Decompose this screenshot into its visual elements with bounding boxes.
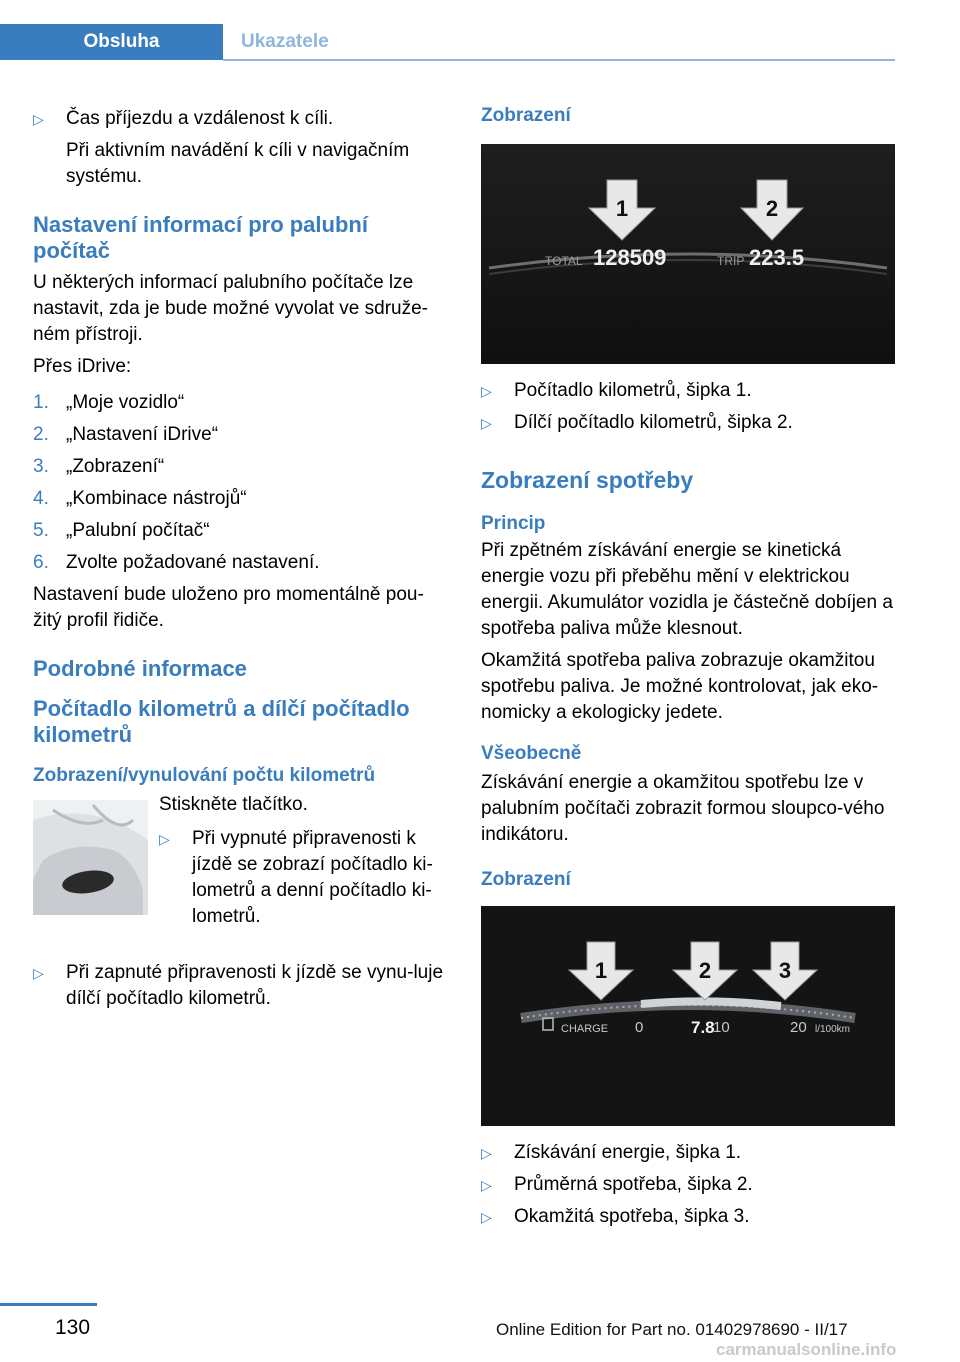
list-item bbox=[33, 422, 448, 448]
triangle-bullet-icon: ▷ bbox=[33, 965, 44, 981]
paragraph-saved: Nastavení bude uloženo pro momentálně pou-žitý profil řidiče. bbox=[33, 584, 424, 631]
triangle-bullet-icon: ▷ bbox=[481, 383, 492, 399]
step-text: „Palubní počítač“ bbox=[66, 520, 210, 541]
tab-obsluha[interactable] bbox=[0, 24, 223, 60]
bullet-text: Počítadlo kilometrů, šipka 1. bbox=[514, 380, 752, 401]
watermark: carmanualsonline.info bbox=[716, 1340, 897, 1359]
heading-display-2: Zobrazení bbox=[481, 869, 571, 890]
left-column bbox=[33, 100, 448, 1012]
triangle-bullet-icon: ▷ bbox=[481, 1177, 492, 1193]
list-item bbox=[33, 390, 448, 416]
tick-10: 10 bbox=[713, 1019, 730, 1036]
paragraph-instant: Okamžitá spotřeba paliva zobrazuje okamžitou spotřebu paliva. Je možné kontrolovat, jak eko-nomicky a ekologicky jedete. bbox=[481, 650, 879, 723]
bullet-arrival bbox=[33, 106, 448, 132]
triangle-bullet-icon: ▷ bbox=[481, 1145, 492, 1161]
bullet-text: Při zapnuté připravenosti k jízdě se vynu-luje dílčí počítadlo kilometrů. bbox=[66, 962, 444, 1009]
bullet-text: Čas příjezdu a vzdálenost k cíli. bbox=[66, 108, 334, 129]
paragraph-setting: U některých informací palubního počítače lze nastavit, zda je bude možné vyvolat ve sdruže-ném přístroji. bbox=[33, 272, 428, 345]
reset-button-image bbox=[33, 800, 148, 915]
paragraph-general: Získávání energie a okamžitou spotřebu lze v palubním počítači zobrazit formou sloupco-vého indikátoru. bbox=[481, 772, 885, 845]
step-text: Zvolte požadované nastavení. bbox=[66, 552, 320, 573]
bullet-off bbox=[159, 826, 449, 930]
edition-note: Online Edition for Part no. 01402978690 - II/17 bbox=[496, 1320, 848, 1339]
trip-value: 223.5 bbox=[749, 245, 805, 270]
step-number: 5. bbox=[33, 520, 49, 541]
arrow-1-label: 1 bbox=[594, 958, 608, 983]
heading-consumption: Zobrazení spotřeby bbox=[481, 467, 694, 493]
average-value: 7.8 bbox=[691, 1018, 715, 1037]
list-item bbox=[481, 1172, 895, 1198]
heading-display-1: Zobrazení bbox=[481, 105, 571, 126]
step-number: 2. bbox=[33, 424, 49, 445]
bullet-text: Při vypnuté připravenosti k jízdě se zobrazí počítadlo ki-lometrů a denní počítadlo ki-lometrů. bbox=[192, 828, 433, 927]
header-rule bbox=[223, 59, 895, 61]
list-item bbox=[33, 550, 448, 576]
triangle-bullet-icon: ▷ bbox=[159, 831, 170, 847]
bullet-subtext: Při aktivním navádění k cíli v navigačním systému. bbox=[66, 140, 410, 187]
reset-text bbox=[159, 792, 449, 930]
heading-setting: Nastavení informací pro palubní počítač bbox=[33, 212, 368, 263]
list-item bbox=[481, 1140, 895, 1166]
step-number: 3. bbox=[33, 456, 49, 477]
step-text: „Moje vozidlo“ bbox=[66, 392, 185, 413]
charge-label: CHARGE bbox=[561, 1023, 609, 1035]
right-column bbox=[481, 100, 895, 1230]
triangle-bullet-icon: ▷ bbox=[33, 111, 44, 127]
step-text: „Nastavení iDrive“ bbox=[66, 424, 219, 445]
step-number: 6. bbox=[33, 552, 49, 573]
bullet-text: Získávání energie, šipka 1. bbox=[514, 1142, 742, 1163]
arrow-2-label: 2 bbox=[698, 958, 712, 983]
bullet-on bbox=[33, 960, 448, 1012]
list-item bbox=[33, 486, 448, 512]
bullet-text: Dílčí počítadlo kilometrů, šipka 2. bbox=[514, 412, 793, 433]
heading-odometer: Počítadlo kilometrů a dílčí počítadlo kilometrů bbox=[33, 696, 410, 747]
tab-obsluha-label: Obsluha bbox=[83, 31, 160, 52]
footer-rule bbox=[0, 1303, 97, 1306]
step-number: 4. bbox=[33, 488, 49, 509]
heading-details: Podrobné informace bbox=[33, 656, 247, 681]
bullets-consumption bbox=[481, 1140, 895, 1230]
step-number: 1. bbox=[33, 392, 49, 413]
arrow-2-label: 2 bbox=[765, 196, 779, 221]
odometer-image bbox=[481, 144, 895, 364]
reset-block bbox=[33, 792, 448, 960]
total-label: TOTAL bbox=[545, 254, 583, 268]
triangle-bullet-icon: ▷ bbox=[481, 415, 492, 431]
steps-list bbox=[33, 390, 448, 576]
bullet-text: Okamžitá spotřeba, šipka 3. bbox=[514, 1206, 750, 1227]
bullets-odometer bbox=[481, 378, 895, 436]
arrow-1-label: 1 bbox=[615, 196, 629, 221]
heading-reset: Zobrazení/vynulování počtu kilometrů bbox=[33, 765, 376, 786]
list-item bbox=[481, 378, 895, 404]
unit-label: l/100km bbox=[815, 1024, 851, 1035]
list-item bbox=[33, 518, 448, 544]
consumption-image bbox=[481, 906, 895, 1126]
step-text: „Zobrazení“ bbox=[66, 456, 165, 477]
tab-ukazatele[interactable]: Ukazatele bbox=[241, 31, 329, 52]
total-value: 128509 bbox=[593, 245, 667, 270]
arrow-3-label: 3 bbox=[778, 958, 792, 983]
heading-principle: Princip bbox=[481, 513, 546, 534]
trip-label: TRIP bbox=[717, 254, 745, 268]
page-number: 130 bbox=[55, 1316, 91, 1339]
list-item bbox=[33, 454, 448, 480]
tick-20: 20 bbox=[790, 1019, 807, 1036]
list-item bbox=[481, 1204, 895, 1230]
paragraph-principle: Při zpětném získávání energie se kinetická energie vozu při přeběhu mění v elektrickou energii. Akumulátor vozidla je částečně dobíjen a spotřeba paliva může klesnout. bbox=[481, 540, 893, 639]
paragraph-idrive: Přes iDrive: bbox=[33, 356, 132, 377]
press-button-text: Stiskněte tlačítko. bbox=[159, 794, 308, 815]
tick-0: 0 bbox=[635, 1019, 644, 1036]
list-item bbox=[481, 410, 895, 436]
heading-general: Všeobecně bbox=[481, 743, 582, 764]
step-text: „Kombinace nástrojů“ bbox=[66, 488, 247, 509]
bullet-text: Průměrná spotřeba, šipka 2. bbox=[514, 1174, 753, 1195]
triangle-bullet-icon: ▷ bbox=[481, 1209, 492, 1225]
